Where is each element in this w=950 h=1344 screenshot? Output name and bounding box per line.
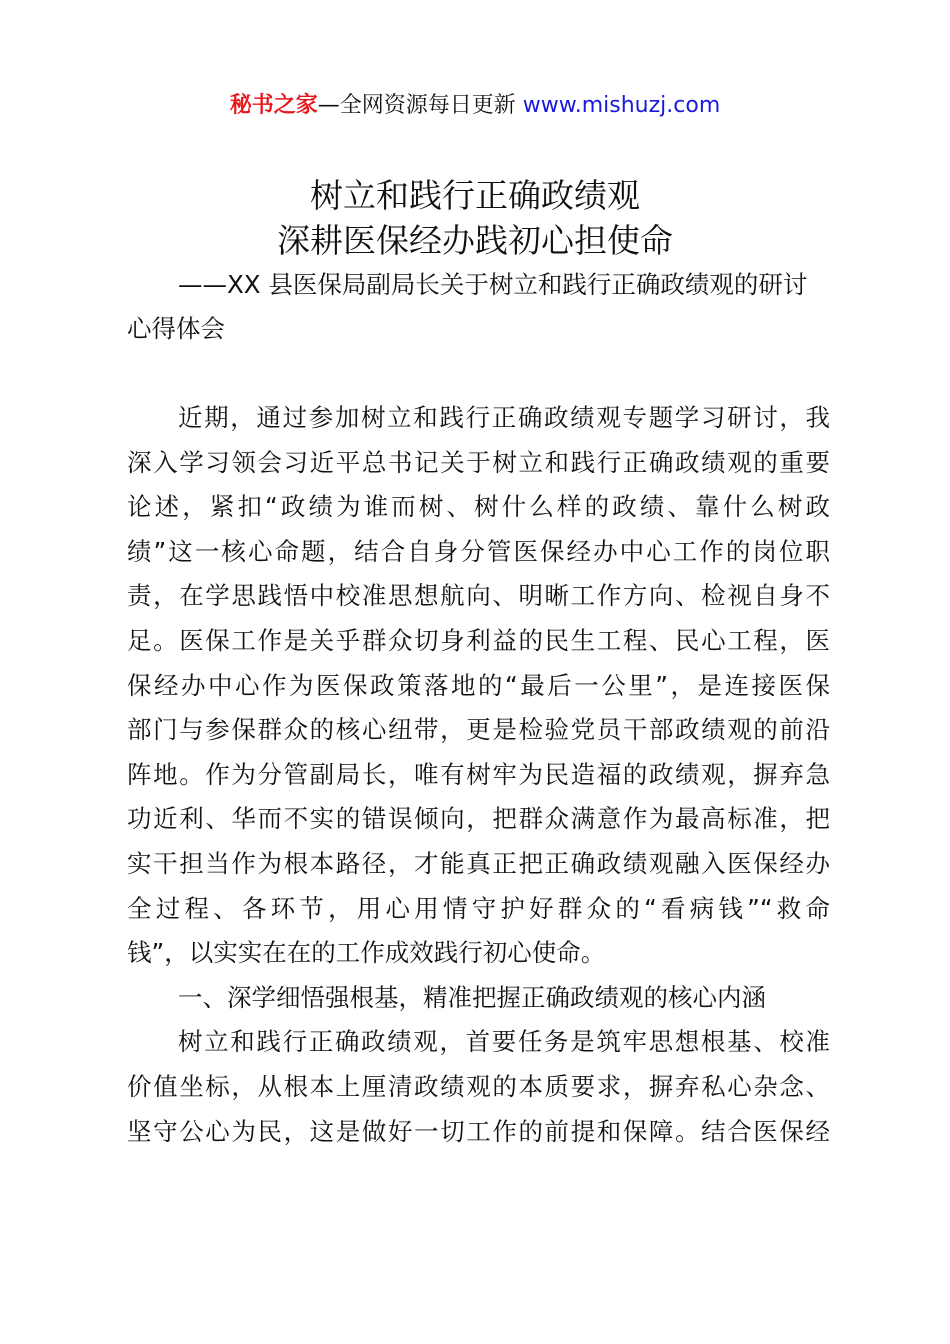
paragraph-line: 近期，通过参加树立和践行正确政绩观专题学习研讨，我 bbox=[178, 403, 830, 432]
paragraph-line: 实干担当作为根本路径，才能真正把正确政绩观融入医保经办 bbox=[127, 849, 830, 878]
doc-subtitle-line2: 心得体会 bbox=[127, 314, 225, 343]
site-url-link[interactable]: www.mishuzj.com bbox=[522, 93, 721, 118]
paragraph-line: 责，在学思践悟中校准思想航向、明晰工作方向、检视自身不 bbox=[127, 581, 830, 611]
paragraph-line: 论述，紧扣“政绩为谁而树、树什么样的政绩、靠什么树政 bbox=[127, 492, 830, 522]
paragraph-line: 树立和践行正确政绩观，首要任务是筑牢思想根基、校准 bbox=[178, 1027, 830, 1057]
paragraph-line: 保经办中心作为医保政策落地的“最后一公里”，是连接医保 bbox=[127, 670, 830, 700]
paragraph-line: 坚守公心为民，这是做好一切工作的前提和保障。结合医保经 bbox=[127, 1116, 830, 1146]
paragraph-line: 功近利、华而不实的错误倾向，把群众满意作为最高标准，把 bbox=[127, 804, 830, 834]
site-header bbox=[0, 88, 950, 119]
paragraph-line: 全过程、各环节，用心用情守护好群众的“看病钱”“救命 bbox=[127, 893, 830, 923]
brand-name: 秘书之家 bbox=[229, 93, 318, 118]
header-tagline: —全网资源每日更新 bbox=[317, 93, 516, 118]
doc-title-line2: 深耕医保经办践初心担使命 bbox=[277, 221, 673, 260]
paragraph-line: 价值坐标，从根本上厘清政绩观的本质要求，摒弃私心杂念、 bbox=[127, 1072, 830, 1101]
doc-subtitle-line1: ——XX 县医保局副局长关于树立和践行正确政绩观的研讨 bbox=[178, 270, 808, 299]
paragraph-line: 足。医保工作是关乎群众切身利益的民生工程、民心工程，医 bbox=[127, 626, 830, 655]
section-heading: 一、深学细悟强根基，精准把握正确政绩观的核心内涵 bbox=[178, 982, 766, 1012]
paragraph-line: 绩”这一核心命题，结合自身分管医保经办中心工作的岗位职 bbox=[127, 536, 830, 566]
paragraph-line: 部门与参保群众的核心纽带，更是检验党员干部政绩观的前沿 bbox=[127, 715, 830, 745]
paragraph-line: 钱”，以实实在在的工作成效践行初心使命。 bbox=[127, 938, 606, 968]
paragraph-line: 阵地。作为分管副局长，唯有树牢为民造福的政绩观，摒弃急 bbox=[127, 759, 830, 789]
paragraph-line: 深入学习领会习近平总书记关于树立和践行正确政绩观的重要 bbox=[127, 447, 830, 477]
doc-title-line1: 树立和践行正确政绩观 bbox=[310, 176, 640, 215]
